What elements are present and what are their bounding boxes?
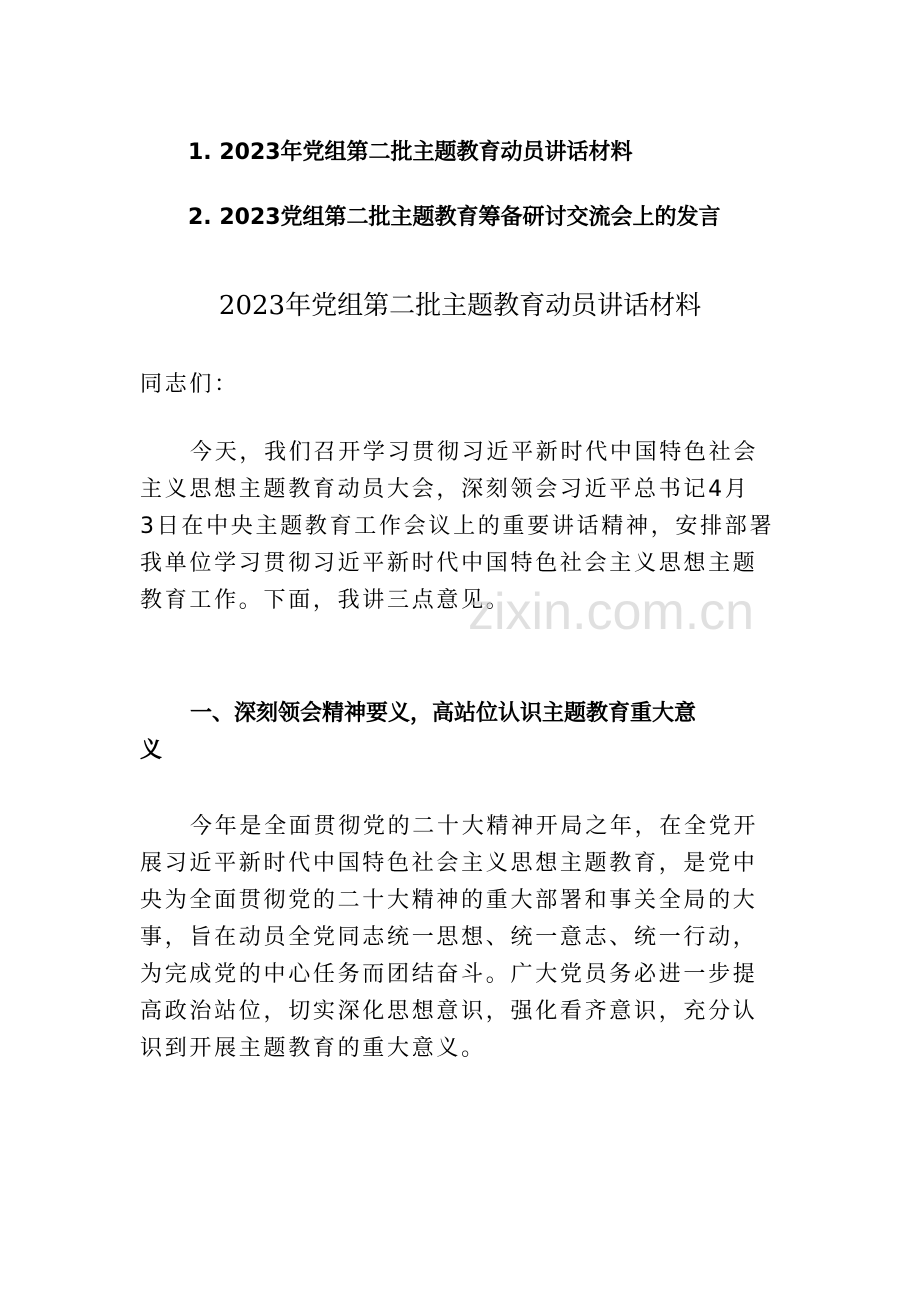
toc-item-2[interactable]: 2. 2023党组第二批主题教育筹备研讨交流会上的发言 [188, 205, 721, 230]
paragraph-line: 教育工作。下面，我讲三点意见。 [140, 588, 511, 613]
paragraph-line: 为完成党的中心任务而团结奋斗。广大党员务必进一步提 [140, 962, 758, 987]
heading-line: 义 [140, 738, 163, 763]
section-1-heading [140, 695, 760, 769]
intro-paragraph [140, 434, 775, 619]
paragraph-line: 央为全面贯彻党的二十大精神的重大部署和事关全局的大 [140, 888, 758, 913]
salutation-text: 同志们： [140, 372, 239, 397]
paragraph-line: 今天，我们召开学习贯彻习近平新时代中国特色社会 [190, 440, 759, 465]
document-title: 2023年党组第二批主题教育动员讲话材料 [218, 291, 702, 321]
paragraph-line: 识到开展主题教育的重大意义。 [140, 1036, 486, 1061]
watermark: zixin.com.cn [468, 583, 755, 641]
salutation [140, 366, 760, 403]
paragraph-line: 展习近平新时代中国特色社会主义思想主题教育，是党中 [140, 851, 758, 876]
paragraph-line: 主义思想主题教育动员大会，深刻领会习近平总书记4月 [140, 477, 750, 502]
paragraph-line: 3日在中央主题教育工作会议上的重要讲话精神，安排部署 [140, 514, 775, 539]
paragraph-line: 事，旨在动员全党同志统一思想、统一意志、统一行动， [140, 925, 758, 950]
paragraph-line: 我单位学习贯彻习近平新时代中国特色社会主义思想主题 [140, 551, 758, 576]
section-1-paragraph [140, 808, 760, 1067]
paragraph-line: 高政治站位，切实深化思想意识，强化看齐意识，充分认 [140, 999, 758, 1024]
paragraph-line: 今年是全面贯彻党的二十大精神开局之年，在全党开 [190, 814, 759, 839]
toc-item-1[interactable]: 1. 2023年党组第二批主题教育动员讲话材料 [188, 140, 633, 165]
heading-line: 一、深刻领会精神要义，高站位认识主题教育重大意 [190, 701, 697, 726]
